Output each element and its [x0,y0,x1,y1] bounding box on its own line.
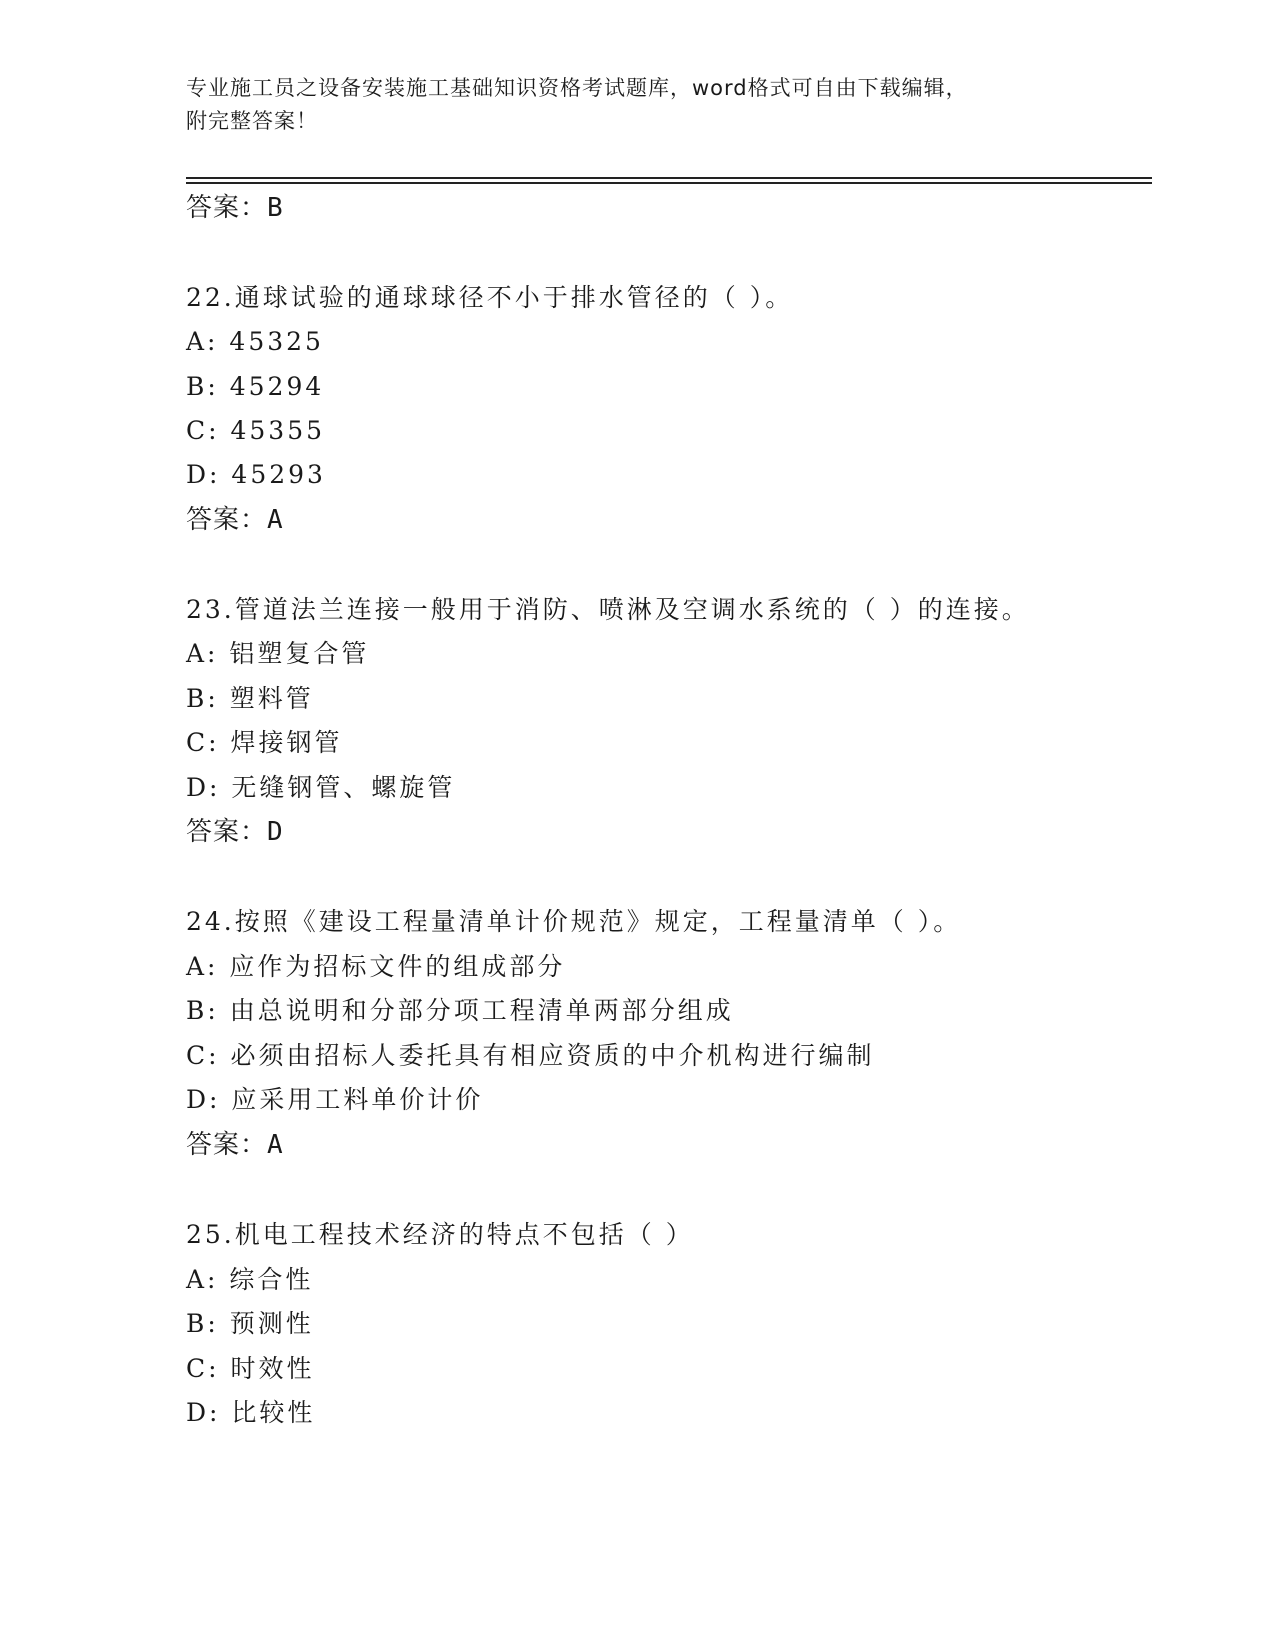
option-a: A: 45325 [186,327,324,356]
option-b: B: 由总说明和分部分项工程清单两部分组成 [186,996,734,1025]
option-c: C: 时效性 [186,1354,315,1383]
option-b: B: 预测性 [186,1309,314,1338]
option-b: B: 塑料管 [186,684,314,713]
answer-value: D [267,817,284,847]
option-c: C: 必须由招标人委托具有相应资质的中介机构进行编制 [186,1041,875,1070]
prev-answer [186,191,284,225]
option-d: D: 45293 [186,460,326,489]
answer-value: B [267,193,284,223]
header-line-2: 附完整答案！ [186,109,318,133]
option-d: D: 应采用工料单价计价 [186,1085,484,1114]
question-answer [186,815,284,849]
question-stem: 23.管道法兰连接一般用于消防、喷淋及空调水系统的（ ）的连接。 [186,595,1030,624]
question-stem: 22.通球试验的通球球径不小于排水管径的（ ）。 [186,283,794,312]
answer-value: A [267,505,284,535]
answer-value: A [267,1130,284,1160]
answer-prefix: 答案： [186,817,268,847]
question-stem: 24.按照《建设工程量清单计价规范》规定，工程量清单（ ）。 [186,907,962,936]
header-rule-bottom [186,182,1152,184]
option-c: C: 焊接钢管 [186,728,343,757]
question-stem: 25.机电工程技术经济的特点不包括（ ） [186,1220,694,1249]
answer-prefix: 答案： [186,1130,268,1160]
option-d: D: 无缝钢管、螺旋管 [186,773,456,802]
option-d: D: 比较性 [186,1398,316,1427]
question-answer [186,1128,284,1162]
option-b: B: 45294 [186,372,325,401]
option-a: A: 铝塑复合管 [186,639,370,668]
option-c: C: 45355 [186,416,326,445]
option-a: A: 应作为招标文件的组成部分 [186,952,566,981]
option-a: A: 综合性 [186,1265,314,1294]
answer-prefix: 答案： [186,193,268,223]
question-answer [186,503,284,537]
document-header [186,72,1056,138]
answer-prefix: 答案： [186,505,268,535]
header-line-1: 专业施工员之设备安装施工基础知识资格考试题库，word格式可自由下载编辑， [186,76,968,100]
header-rule-top [186,177,1152,179]
